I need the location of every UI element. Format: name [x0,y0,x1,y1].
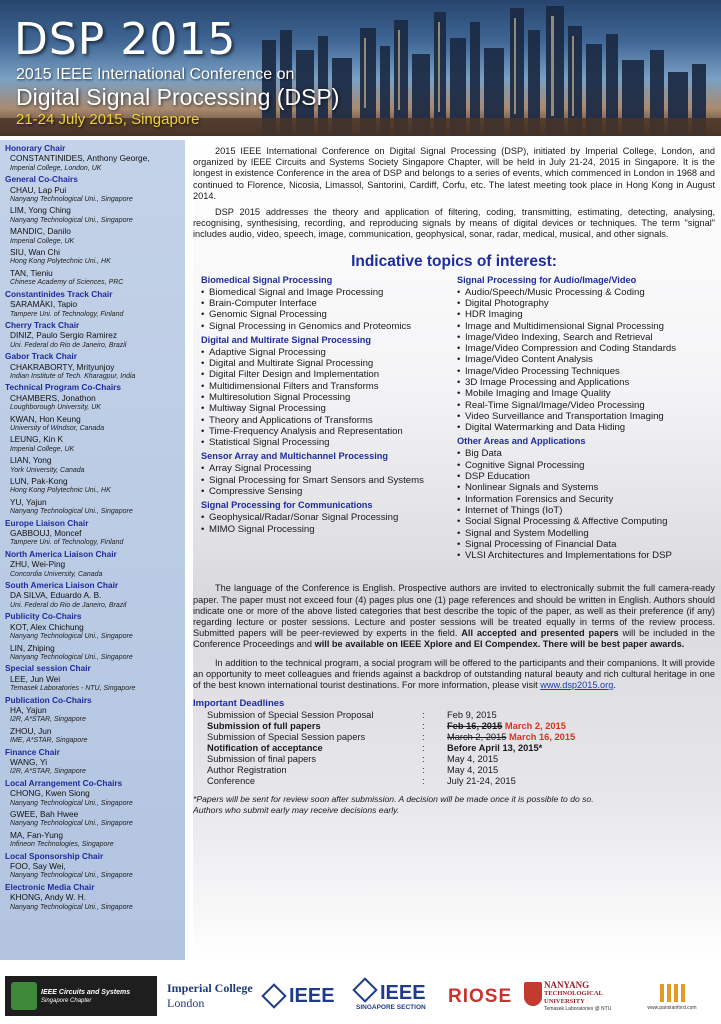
committee-member-name: CHONG, Kwen Siong [10,788,90,799]
committee-member-affiliation: IME, A*STAR, Singapore [10,737,88,745]
deadline-colon: : [422,743,425,754]
topic-item: • Geophysical/Radar/Sonar Signal Processing [201,512,457,523]
deadline-new-date: March 2, 2015 [504,721,566,732]
topic-item: • Social Signal Processing & Affective Computing [457,516,713,527]
deadline-row [207,765,575,776]
committee-member-affiliation: Nanyang Technological Uni., Singapore [10,216,133,224]
banner-dates: 21-24 July 2015, Singapore [16,111,200,128]
topic-item: • Biomedical Signal and Image Processing [201,287,457,298]
topic-item: • Image/Video Content Analysis [457,354,713,365]
committee-member-affiliation: Tampere Uni. of Technology, Finland [10,310,124,318]
deadline-date-cell [447,754,575,765]
deadline-row [207,732,575,743]
deadline-label: Submission of Special Session papers [207,732,366,743]
sponsor-logos [0,968,721,1024]
deadline-label: Conference [207,776,256,787]
committee-member-name: SARAMÄKI, Tapio [10,299,78,310]
committee-member-affiliation: Loughborough University, UK [10,404,101,412]
topic-category-heading: Sensor Array and Multichannel Processing [201,451,389,462]
committee-member-affiliation: Nanyang Technological Uni., Singapore [10,903,133,911]
banner-conference-name: Digital Signal Processing (DSP) [16,84,340,110]
topic-item: • Signal Processing for Smart Sensors and Systems [201,475,457,486]
committee-member-name: WANG, Yi [10,756,48,767]
ieee-diamond-icon [352,977,377,1002]
deadline-label: Submission of full papers [207,721,321,732]
committee-member-name: SIU, Wan Chi [10,247,60,258]
committee-member-affiliation: Nanyang Technological Uni., Singapore [10,633,133,641]
main-content [193,140,715,960]
committee-member-affiliation: Nanyang Technological Uni., Singapore [10,508,133,516]
committee-member-name: MA, Fan-Yung [10,829,64,840]
topic-item: • Nonlinear Signals and Systems [457,482,713,493]
committee-member-name: KHONG, Andy W. H. [10,892,87,903]
committee-member-name: LEE, Jun Wei [10,673,61,684]
deadline-date-cell [447,776,575,787]
deadline-colon: : [422,721,425,732]
committee-section-title: Europe Liaison Chair [5,517,89,528]
deadline-label: Submission of Special Session Proposal [207,710,374,721]
topic-item: • Cognitive Signal Processing [457,460,713,471]
committee-member-affiliation: Nanyang Technological Uni., Singapore [10,653,133,661]
cas-emblem-icon [11,982,37,1010]
deadline-label: Notification of acceptance [207,743,323,754]
committee-section-title: Publication Co-Chairs [5,694,92,705]
deadline-date-cell [447,765,575,776]
deadline-colon: : [422,776,425,787]
committee-member-name: DA SILVA, Eduardo A. B. [10,590,102,601]
deadline-row [207,710,575,721]
topic-item: • Signal Processing of Financial Data [457,539,713,550]
committee-section-title: Special session Chair [5,663,91,674]
scope-paragraph: DSP 2015 addresses the theory and application of filtering, coding, transmitting, estimating, detecting, analysing, recognising, synthesising, recording, and reproducing signals by means of digital devices or techniques. The term "signal" includes audio, video, speech, image, communication, geophysical, sonar, radar, medical, musical, and other signals. [193,207,715,240]
committee-member-affiliation: Temasek Laboratories - NTU, Singapore [10,685,136,693]
topic-item: • Digital Watermarking and Data Hiding [457,422,713,433]
deadline-row [207,721,575,732]
topic-list [457,287,713,434]
topic-list [457,448,713,561]
topic-list [201,463,457,497]
topic-item: • Array Signal Processing [201,463,457,474]
ntu-crest-icon [524,982,542,1006]
committee-section-title: Gabor Track Chair [5,351,77,362]
deadline-new-date: March 16, 2015 [509,732,576,743]
committee-member-name: YU, Yajun [10,496,47,507]
social-paragraph: In addition to the technical program, a social program will be offered to the participants and their companions. It will provide an opportunity to meet colleagues and friends against a backdrop of outstanding natural beauty and rich cultural heritage in one of the best known international tourist destinations. For more information, please visit www.dsp2015.org. [193,657,715,691]
committee-section-title: Honorary Chair [5,143,66,153]
topics-heading: Indicative topics of interest: [351,252,557,270]
committee-member-name: GABBOUJ, Moncef [10,528,82,539]
committee-sidebar [0,140,185,960]
committee-section-title: North America Liaison Chair [5,548,117,559]
deadline-note: *Papers will be sent for review soon after submission. A decision will be made once it is possible to do so. Authors who submit early may receive decisions early. [193,794,594,816]
committee-member-name: HA, Yajun [10,704,47,715]
topics-right-column [457,275,713,562]
committee-section-title: Finance Chair [5,746,60,757]
committee-section-title: Cherry Track Chair [5,319,80,330]
committee-section-title: Publicity Co-Chairs [5,611,82,622]
deadlines-heading: Important Deadlines [193,698,285,710]
topic-item: • Video Surveillance and Transportation Imaging [457,411,713,422]
deadline-label: Submission of final papers [207,754,317,765]
committee-section-title: Local Sponsorship Chair [5,850,104,861]
deadline-colon: : [422,732,425,743]
committee-section-title: Technical Program Co-Chairs [5,382,122,393]
topic-item: • MIMO Signal Processing [201,524,457,535]
topic-item: • Internet of Things (IoT) [457,505,713,516]
topic-category-heading: Other Areas and Applications [457,436,586,447]
committee-member-affiliation: Uni. Federal do Rio de Janeiro, Brazil [10,601,127,609]
topic-item: • Image and Multidimensional Signal Processing [457,321,713,332]
committee-member-name: DINIZ, Paulo Sergio Ramirez [10,330,117,341]
intro-paragraph: 2015 IEEE International Conference on Digital Signal Processing (DSP), initiated by Imperial College, London, and organized by IEEE Circuits and Systems Society Singapore Chapter, will be held in July 21-24, 2015 in Singapore. It is the longest in existence Conference in the area of DSP and belongs to a series of events, which commenced in London in 1968 and continued to Florence, Nicosia, Limassol, Santorini, Cardiff, Corfu, etc. The latest meeting took place in Hong Kong in August 2014. [193,146,715,201]
deadline-label: Author Registration [207,765,287,776]
committee-member-affiliation: Nanyang Technological Uni., Singapore [10,820,133,828]
header-banner [0,0,721,136]
topic-item: • DSP Education [457,471,713,482]
committee-member-name: CONSTANTINIDES, Anthony George, [10,153,150,164]
committee-member-affiliation: Hong Kong Polytechnic Uni., HK [10,258,111,266]
topic-item: • Information Forensics and Security [457,494,713,505]
ieee-logo: IEEE [265,976,345,1016]
topics-columns [193,275,715,562]
topic-list [201,287,457,332]
topic-list [201,512,457,535]
committee-member-name: ZHOU, Jun [10,725,52,736]
deadline-date: July 21-24, 2015 [447,776,516,787]
deadline-colon: : [422,754,425,765]
topic-item: • Theory and Applications of Transforms [201,415,457,426]
deadline-row [207,743,575,754]
topic-item: • Genomic Signal Processing [201,309,457,320]
committee-member-affiliation: Hong Kong Polytechnic Uni., HK [10,487,111,495]
topics-left-column [201,275,457,562]
committee-member-affiliation: Indian Institute of Tech. Kharagpur, India [10,372,136,380]
committee-member-name: CHAMBERS, Jonathon [10,392,96,403]
topic-item: • Image/Video Compression and Coding Standards [457,343,713,354]
committee-section-title: South America Liaison Chair [5,580,119,591]
topic-item: • VLSI Architectures and Implementations for DSP [457,550,713,561]
committee-member-affiliation: Imperial College, London, UK [10,164,102,172]
ieee-diamond-icon [261,983,286,1008]
topic-category-heading: Signal Processing for Audio/Image/Video [457,274,637,285]
committee-member-affiliation: Tampere Uni. of Technology, Finland [10,539,124,547]
committee-member-name: GWEE, Bah Hwee [10,809,79,819]
topic-item: • Digital Filter Design and Implementation [201,369,457,380]
committee-member-name: KOT, Alex Chichung [10,621,84,632]
topic-item: • HDR Imaging [457,309,713,320]
ieee-singapore-logo: IEEE SINGAPORE SECTION [356,976,438,1016]
topic-item: • Multidimensional Filters and Transforms [201,381,457,392]
deadline-row [207,776,575,787]
committee-member-name: LIM, Yong Ching [10,205,71,216]
topic-item: • Image/Video Indexing, Search and Retrieval [457,332,713,343]
imperial-college-logo: Imperial College London [167,981,253,1010]
pan-stanford-logo: www.panstanford.com [628,976,716,1016]
deadline-colon: : [422,710,425,721]
committee-section-title: General Co-Chairs [5,174,78,185]
topic-item: • Time-Frequency Analysis and Representation [201,426,457,437]
committee-member-affiliation: I2R, A*STAR, Singapore [10,768,86,776]
committee-member-affiliation: York University, Canada [10,466,85,474]
committee-member-affiliation: Nanyang Technological Uni., Singapore [10,872,133,880]
deadlines-table [207,710,575,787]
deadline-row [207,754,575,765]
committee-member-name: ZHU, Wei-Ping [10,559,66,570]
banner-subtitle: 2015 IEEE International Conference on [16,66,295,83]
topic-list [201,347,457,449]
committee-member-name: LIN, Zhiping [10,642,55,653]
topic-item: • 3D Image Processing and Applications [457,377,713,388]
ieee-cas-logo: IEEE Circuits and Systems Singapore Chapter [5,976,157,1016]
submission-paragraph: The language of the Conference is English. Prospective authors are invited to electronically submit the full camera-ready paper. The paper must not exceed four (4) pages plus one (1) page references and should be written in English. Authors should indicate one or more of the above listed categories that best describe the topic of the paper, as well as their preference (if any) regarding lecture or poster sessions. Lecture and poster sessions will be treated equally in terms of the review process. Submitted papers will be peer-reviewed by experts in the field. All accepted and presented papers will be included in the Conference Proceedings and will be available on IEEE Xplore and EI Compendex. There will be best paper awards. [193,583,715,650]
committee-member-affiliation: Nanyang Technological Uni., Singapore [10,196,133,204]
committee-member-affiliation: Imperial College, UK [10,445,75,453]
committee-member-affiliation: Concordia University, Canada [10,570,103,578]
topic-item: • Adaptive Signal Processing [201,347,457,358]
deadline-old-date: March 2, 2015 [447,732,507,743]
topic-category-heading: Biomedical Signal Processing [201,274,333,285]
committee-section-title: Local Arrangement Co-Chairs [5,777,123,788]
committee-section-title: Electronic Media Chair [5,881,95,892]
committee-member-affiliation: University of Windsor, Canada [10,424,105,432]
topic-item: • Signal and System Modelling [457,528,713,539]
deadline-date-cell [447,721,575,732]
committee-member-name: CHAU, Lap Pui [10,184,67,195]
topic-item: • Compressive Sensing [201,486,457,497]
topic-item: • Statistical Signal Processing [201,437,457,448]
committee-member-affiliation: Imperial College, UK [10,237,75,245]
topic-item: • Image/Video Processing Techniques [457,366,713,377]
deadline-colon: : [422,765,425,776]
deadline-date: Before April 13, 2015* [447,743,543,754]
committee-member-affiliation: Uni. Federal do Rio de Janeiro, Brazil [10,341,127,349]
rose-logo: RIOSE [448,985,513,1007]
topic-item: • Multiresolution Signal Processing [201,392,457,403]
committee-member-affiliation: I2R, A*STAR, Singapore [10,716,86,724]
topic-item: • Digital and Multirate Signal Processing [201,358,457,369]
topic-item: • Mobile Imaging and Image Quality [457,388,713,399]
topic-item: • Multiway Signal Processing [201,403,457,414]
committee-member-name: LEUNG, Kin K [10,434,64,445]
committee-section-title: Constantinides Track Chair [5,288,113,299]
deadline-date: May 4, 2015 [447,754,499,765]
committee-member-name: MANDIC, Danilo [10,226,71,237]
committee-member-name: LIAN, Yong [10,455,52,466]
committee-member-name: KWAN, Hon Keung [10,413,81,424]
committee-member-name: CHAKRABORTY, Mrityunjoy [10,361,115,372]
committee-member-name: TAN, Tieniu [10,267,53,278]
topic-category-heading: Digital and Multirate Signal Processing [201,334,372,345]
topic-item: • Brain-Computer Interface [201,298,457,309]
committee-member-affiliation: Chinese Academy of Sciences, PRC [10,279,124,287]
columns-icon [660,982,685,1002]
topic-item: • Signal Processing in Genomics and Proteomics [201,321,457,332]
deadline-old-date: Feb 16, 2015 [447,721,503,732]
topic-item: • Digital Photography [457,298,713,309]
deadline-date-cell [447,732,575,743]
topic-item: • Audio/Speech/Music Processing & Coding [457,287,713,298]
committee-member-name: FOO, Say Wei, [10,861,66,872]
topic-category-heading: Signal Processing for Communications [201,500,373,511]
deadline-date-cell [447,710,575,721]
deadline-date-cell [447,743,575,754]
topic-item: • Big Data [457,448,713,459]
committee-member-name: LUN, Pak-Kong [10,476,68,486]
banner-title: DSP 2015 [14,14,237,65]
deadline-date: Feb 9, 2015 [447,710,497,721]
deadline-date: May 4, 2015 [447,765,499,776]
website-link[interactable]: www.dsp2015.org [540,680,614,691]
topic-item: • Real-Time Signal/Image/Video Processing [457,400,713,411]
committee-member-affiliation: Infineon Technologies, Singapore [10,841,114,849]
ntu-logo: NANYANG TECHNOLOGICAL UNIVERSITY Temasek Laboratories @ NTU [522,976,620,1016]
committee-member-affiliation: Nanyang Technological Uni., Singapore [10,799,133,807]
